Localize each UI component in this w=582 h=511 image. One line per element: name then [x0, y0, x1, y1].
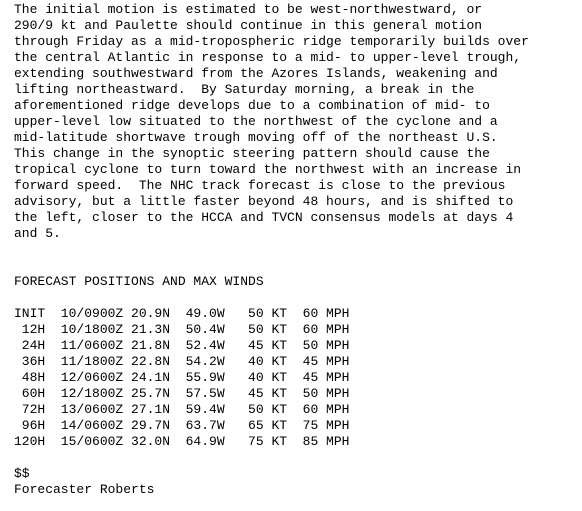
discussion-line: extending southwestward from the Azores Islands, weakening and: [14, 66, 498, 81]
discussion-line: 290/9 kt and Paulette should continue in this general motion: [14, 18, 483, 33]
spacer: [14, 242, 582, 258]
spacer: [14, 258, 582, 274]
forecaster-signature: Forecaster Roberts: [14, 482, 155, 497]
forecast-row: 36H 11/1800Z 22.8N 54.2W 40 KT 45 MPH: [14, 354, 350, 369]
discussion-line: forward speed. The NHC track forecast is close to the previous: [14, 178, 506, 193]
discussion-line: The initial motion is estimated to be west-northwestward, or: [14, 2, 483, 17]
discussion-line: the left, closer to the HCCA and TVCN consensus models at days 4: [14, 210, 514, 225]
forecast-row: 48H 12/0600Z 24.1N 55.9W 40 KT 45 MPH: [14, 370, 350, 385]
discussion-line: and 5.: [14, 226, 61, 241]
forecast-row: 120H 15/0600Z 32.0N 64.9W 75 KT 85 MPH: [14, 434, 350, 449]
forecast-row: 12H 10/1800Z 21.3N 50.4W 50 KT 60 MPH: [14, 322, 350, 337]
discussion-line: through Friday as a mid-tropospheric ridge temporarily builds over: [14, 34, 529, 49]
forecast-heading: FORECAST POSITIONS AND MAX WINDS: [14, 274, 264, 289]
discussion-line: mid-latitude shortwave trough moving off of the northeast U.S.: [14, 130, 498, 145]
spacer: [14, 450, 582, 466]
forecast-row: INIT 10/0900Z 20.9N 49.0W 50 KT 60 MPH: [14, 306, 350, 321]
spacer: [14, 290, 582, 306]
discussion-line: lifting northeastward. By Saturday morning, a break in the: [14, 82, 475, 97]
discussion-paragraph: [14, 2, 582, 242]
forecast-row: 24H 11/0600Z 21.8N 52.4W 45 KT 50 MPH: [14, 338, 350, 353]
discussion-line: advisory, but a little faster beyond 48 hours, and is shifted to: [14, 194, 514, 209]
forecast-row: 72H 13/0600Z 27.1N 59.4W 50 KT 60 MPH: [14, 402, 350, 417]
discussion-line: aforementioned ridge develops due to a combination of mid- to: [14, 98, 490, 113]
discussion-line: tropical cyclone to turn toward the northwest with an increase in: [14, 162, 522, 177]
end-marker: $$: [14, 466, 30, 481]
discussion-line: This change in the synoptic steering pattern should cause the: [14, 146, 490, 161]
discussion-line: the central Atlantic in response to a mid- to upper-level trough,: [14, 50, 522, 65]
forecast-table: [14, 306, 582, 450]
discussion-line: upper-level low situated to the northwest of the cyclone and a: [14, 114, 498, 129]
forecast-row: 96H 14/0600Z 29.7N 63.7W 65 KT 75 MPH: [14, 418, 350, 433]
forecast-row: 60H 12/1800Z 25.7N 57.5W 45 KT 50 MPH: [14, 386, 350, 401]
